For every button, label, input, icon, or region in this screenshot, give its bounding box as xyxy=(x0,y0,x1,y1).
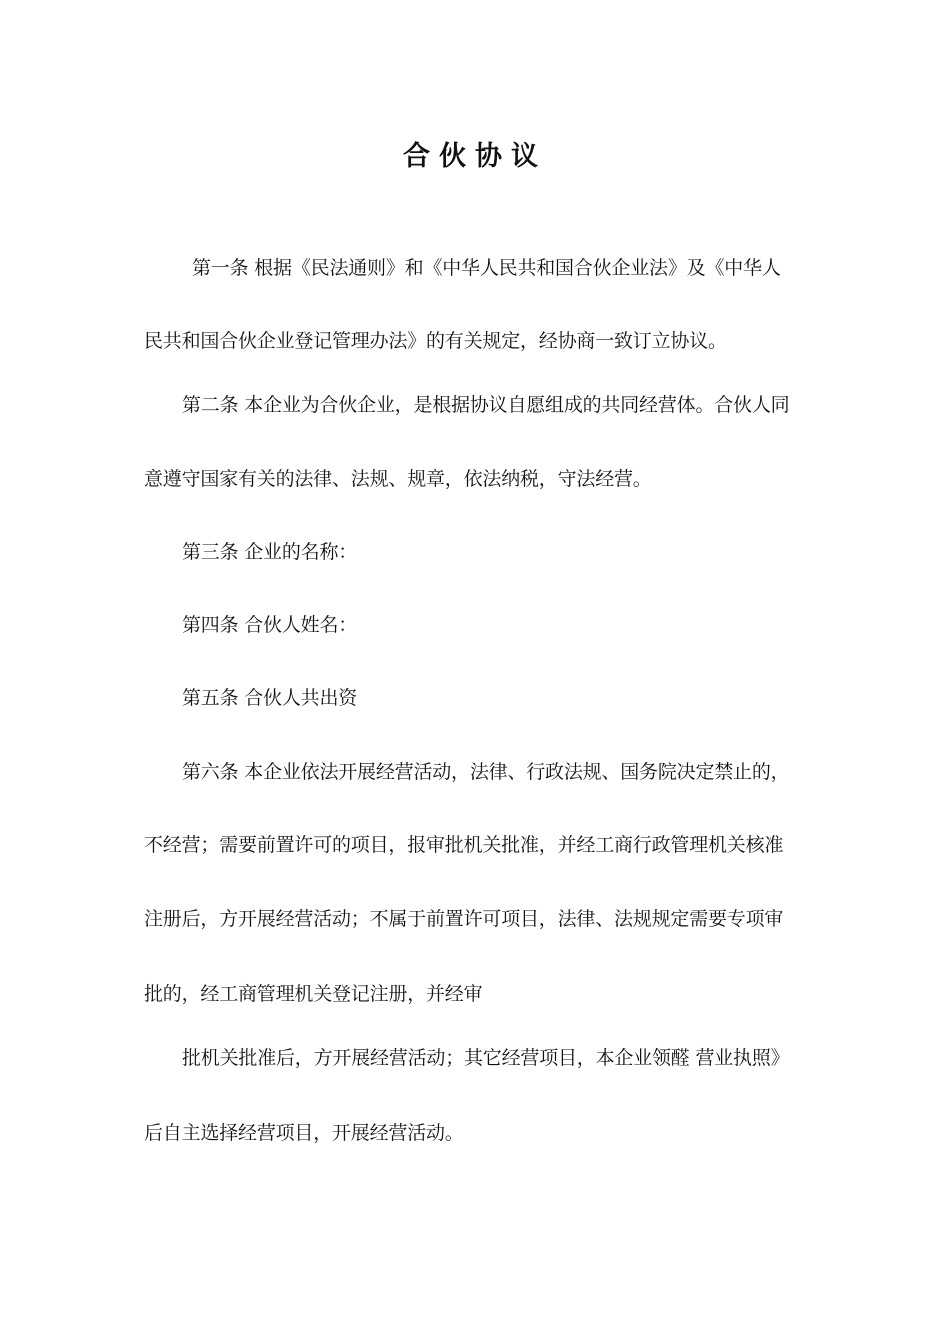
article-3: 第三条 企业的名称： xyxy=(182,541,358,563)
article-6-line-4: 批的，经工商管理机关登记注册，并经审 xyxy=(144,983,483,1005)
article-5: 第五条 合伙人共出资 xyxy=(182,687,358,709)
article-2-line-2: 意遵守国家有关的法律、法规、规章，依法纳税，守法经营。 xyxy=(144,468,652,490)
article-2-line-1: 第二条 本企业为合伙企业，是根据协议自愿组成的共同经营体。合伙人同 xyxy=(182,394,790,416)
article-6-line-6: 后自主选择经营项目，开展经营活动。 xyxy=(144,1122,464,1144)
article-6-line-5: 批机关批准后，方开展经营活动；其它经营项目，本企业领醛 营业执照》 xyxy=(182,1047,790,1069)
document-title: 合伙协议 xyxy=(403,141,547,172)
article-6-line-2: 不经营；需要前置许可的项目，报审批机关批准，并经工商行政管理机关核准 xyxy=(144,834,784,856)
article-6-line-1: 第六条 本企业依法开展经营活动，法律、行政法规、国务院决定禁止的， xyxy=(182,761,790,783)
article-1-line-2: 民共和国合伙企业登记管理办法》的有关规定，经协商一致订立协议。 xyxy=(144,330,727,352)
article-6-line-3: 注册后，方开展经营活动；不属于前置许可项目，法律、法规规定需要专项审 xyxy=(144,908,784,930)
article-1-line-1: 第一条 根据《民法通则》和《中华人民共和国合伙企业法》及《中华人 xyxy=(192,257,781,279)
article-4: 第四条 合伙人姓名： xyxy=(182,614,358,636)
